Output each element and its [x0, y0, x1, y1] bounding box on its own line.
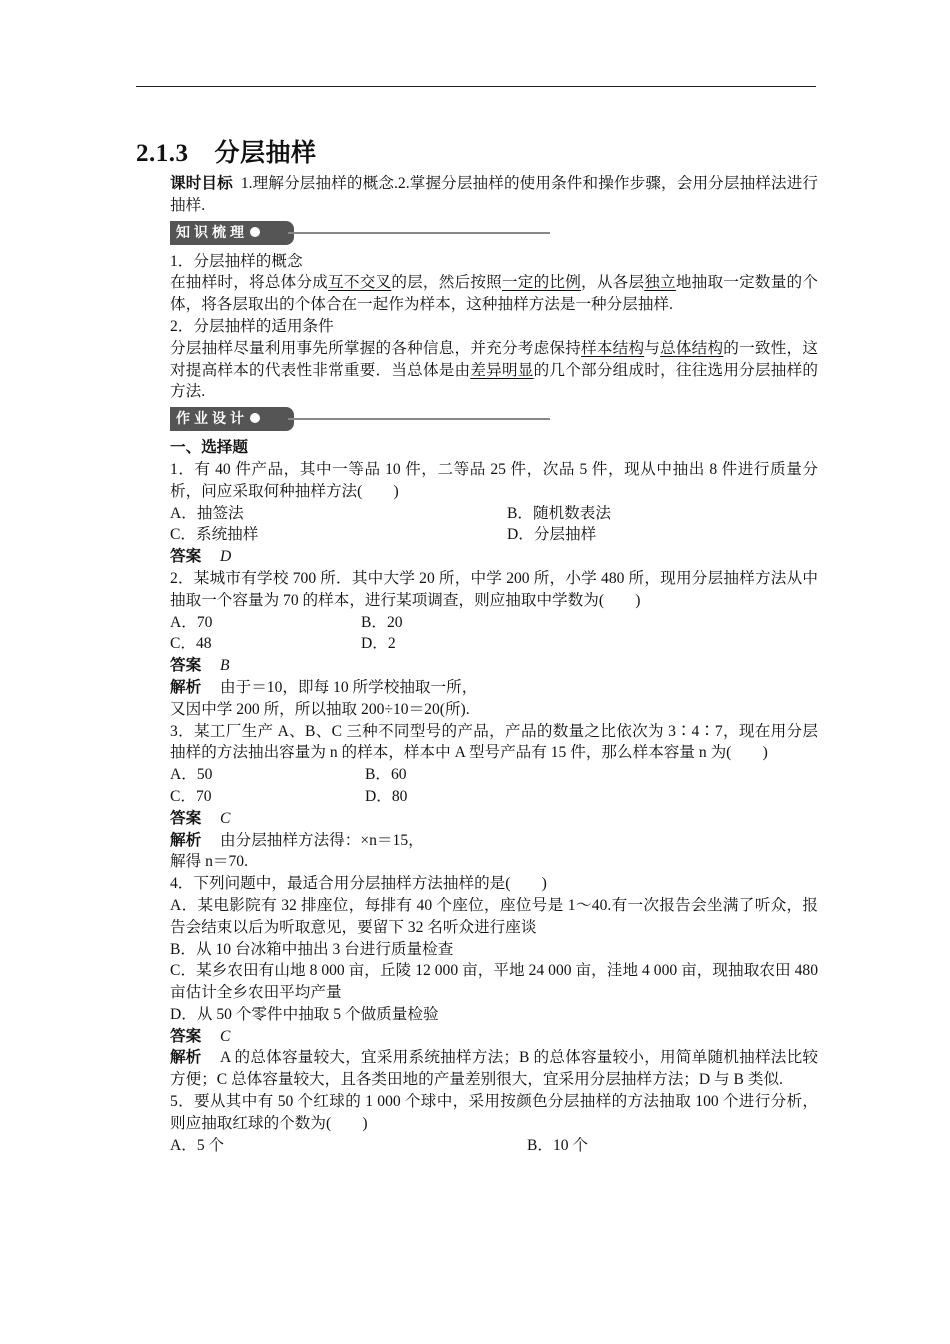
q3-stem: 3．某工厂生产 A、B、C 三种不同型号的产品，产品的数量之比依次为 3∶4∶7，现在用分层抽样的方法抽出容量为 n 的样本，样本中 A 型号产品有 15 件，那么样本容量 n 为( )	[170, 722, 818, 762]
banner-homework-label: 作业设计	[176, 411, 248, 428]
option-c: C．系统抽样	[170, 526, 259, 544]
section-number: 2.1.3	[136, 140, 189, 167]
option-b: B．10 个	[527, 1136, 589, 1154]
goal-text: 1.理解分层抽样的概念.2.掌握分层抽样的使用条件和操作步骤，会用分层抽样法进行抽样.	[170, 175, 818, 214]
banner-knowledge	[170, 221, 818, 245]
header-rule	[136, 86, 816, 87]
k2-heading: 2．分层抽样的适用条件	[170, 317, 334, 335]
q2-options-row2	[170, 633, 818, 655]
banner-homework	[170, 407, 818, 431]
option-c: C．70	[170, 787, 212, 805]
k1-body: 在抽样时，将总体分成互不交叉的层，然后按照一定的比例，从各层独立地抽取一定数量的个体，将各层取出的个体合在一起作为样本，这种抽样方法是一种分层抽样.	[170, 274, 818, 314]
option-b: B．随机数表法	[507, 504, 611, 522]
q3-analysis-line2: 解得 n＝70.	[170, 853, 248, 871]
option-a: A．某电影院有 32 排座位，每排有 40 个座位，座位号是 1～40.有一次报告会坐满了听众，报告会结束以后为听取意见，要留下 32 名听众进行座谈	[170, 896, 818, 936]
option-d: D．分层抽样	[507, 526, 597, 544]
blank-answer: 独立	[644, 274, 676, 292]
q4-answer: 答案 C	[170, 1027, 231, 1045]
blank-answer: 总体结构	[660, 339, 724, 357]
section-heading: 一、选择题	[170, 439, 248, 457]
option-a: A．70	[170, 613, 213, 631]
q1-options-row1	[170, 503, 818, 525]
blank-answer: 样本结构	[581, 339, 645, 357]
q2-answer: 答案 B	[170, 657, 230, 675]
q2-analysis-line2: 又因中学 200 所，所以抽取 200÷10＝20(所).	[170, 700, 470, 718]
section-title: 分层抽样	[214, 140, 317, 167]
page-title	[136, 133, 317, 169]
q1-stem: 1．有 40 件产品，其中一等品 10 件，二等品 25 件，次品 5 件，现从中抽出 8 件进行质量分析，问应采取何种抽样方法( )	[170, 460, 818, 500]
q2-options-row1	[170, 612, 818, 634]
q2-stem: 2．某城市有学校 700 所．其中大学 20 所，中学 200 所，小学 480 所，现用分层抽样方法从中抽取一个容量为 70 的样本，进行某项调查，则应抽取中学数为( )	[170, 569, 818, 609]
option-c: C．48	[170, 635, 212, 653]
q5-options-row1	[170, 1135, 818, 1157]
option-b: B．从 10 台冰箱中抽出 3 台进行质量检查	[170, 940, 454, 958]
q5-stem: 5．要从其中有 50 个红球的 1 000 个球中，采用按颜色分层抽样的方法抽取 100 个进行分析，则应抽取红球的个数为( )	[170, 1093, 818, 1132]
lesson-goal	[170, 173, 818, 217]
bullet-icon	[250, 227, 260, 237]
document-body	[170, 173, 818, 1156]
q3-answer: 答案 C	[170, 809, 231, 827]
q1-options-row2	[170, 524, 818, 546]
bullet-icon	[250, 413, 260, 423]
blank-answer: 一定的比例	[501, 274, 582, 292]
option-a: A．50	[170, 766, 213, 784]
option-b: B．60	[365, 766, 407, 784]
q2-analysis: 解析 由于＝10，即每 10 所学校抽取一所，	[170, 678, 478, 696]
k2-body: 分层抽样尽量利用事先所掌握的各种信息，并充分考虑保持样本结构与总体结构的一致性，这对提高样本的代表性非常重要．当总体是由差异明显的几个部分组成时，往往选用分层抽样的方法.	[170, 339, 818, 401]
q3-options-row1	[170, 764, 818, 786]
option-a: A．5 个	[170, 1136, 225, 1154]
option-b: B．20	[361, 613, 403, 631]
k1-heading: 1．分层抽样的概念	[170, 252, 303, 270]
q3-options-row2	[170, 786, 818, 808]
option-a: A．抽签法	[170, 504, 244, 522]
option-d: D．从 50 个零件中抽取 5 个做质量检验	[170, 1005, 439, 1023]
q1-answer: 答案 D	[170, 548, 232, 566]
option-d: D．2	[361, 635, 396, 653]
option-d: D．80	[365, 787, 408, 805]
goal-label: 课时目标	[170, 175, 233, 192]
option-c: C．某乡农田有山地 8 000 亩，丘陵 12 000 亩，平地 24 000 亩，洼地 4 000 亩，现抽取农田 480 亩估计全乡农田平均产量	[170, 962, 818, 1002]
q4-analysis: 解析 A 的总体容量较大，宜采用系统抽样方法；B 的总体容量较小，用简单随机抽样法比较方便；C 总体容量较大，且各类田地的产量差别很大，宜采用分层抽样方法；D 与 B 类似.	[170, 1049, 818, 1089]
q3-analysis: 解析 由分层抽样方法得：×n＝15，	[170, 831, 424, 849]
blank-answer: 互不交叉	[328, 274, 392, 292]
blank-answer: 差异明显	[470, 361, 534, 379]
banner-knowledge-label: 知识梳理	[176, 224, 248, 241]
q4-stem: 4．下列问题中，最适合用分层抽样方法抽样的是( )	[170, 875, 547, 893]
